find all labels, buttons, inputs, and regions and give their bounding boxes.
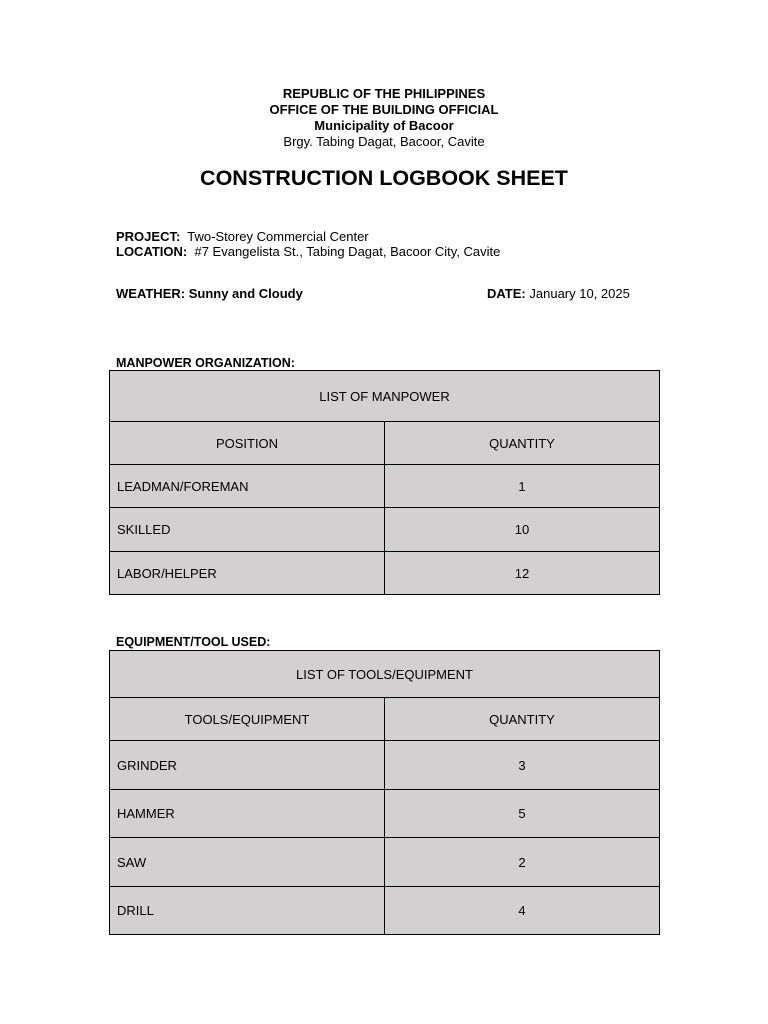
document-title: CONSTRUCTION LOGBOOK SHEET — [200, 166, 568, 190]
column-header-tools-equipment: TOOLS/EQUIPMENT — [110, 698, 385, 741]
header-office: OFFICE OF THE BUILDING OFFICIAL — [269, 102, 499, 117]
table-header-row — [110, 422, 660, 465]
header-republic: REPUBLIC OF THE PHILIPPINES — [282, 86, 486, 101]
header-municipality: Municipality of Bacoor — [314, 118, 454, 133]
date-line — [487, 286, 630, 301]
tool-cell: SAW — [110, 838, 385, 887]
column-header-quantity: QUANTITY — [385, 698, 660, 741]
manpower-section-label: MANPOWER ORGANIZATION: — [116, 356, 295, 370]
quantity-cell: 4 — [385, 887, 660, 935]
table-row — [110, 552, 660, 595]
table-row — [110, 465, 660, 508]
table-row — [110, 838, 660, 887]
table-title-row — [110, 651, 660, 698]
project-line — [116, 229, 369, 244]
quantity-cell: 1 — [385, 465, 660, 508]
weather-line — [116, 286, 303, 301]
equipment-section-label: EQUIPMENT/TOOL USED: — [116, 635, 271, 649]
quantity-cell: 3 — [385, 741, 660, 790]
tool-cell: HAMMER — [110, 790, 385, 838]
table-header-row — [110, 698, 660, 741]
date-label: DATE: — [487, 286, 526, 301]
project-label: PROJECT: — [116, 229, 181, 244]
quantity-cell: 2 — [385, 838, 660, 887]
manpower-table-title: LIST OF MANPOWER — [110, 371, 660, 422]
position-cell: LABOR/HELPER — [110, 552, 385, 595]
location-label: LOCATION: — [116, 244, 188, 259]
table-row — [110, 741, 660, 790]
tool-cell: DRILL — [110, 887, 385, 935]
header-address: Brgy. Tabing Dagat, Bacoor, Cavite — [283, 134, 485, 149]
weather-label: WEATHER: — [116, 286, 186, 301]
manpower-table — [109, 370, 660, 595]
table-row — [110, 790, 660, 838]
quantity-cell: 10 — [385, 508, 660, 552]
position-cell: SKILLED — [110, 508, 385, 552]
equipment-table-title: LIST OF TOOLS/EQUIPMENT — [110, 651, 660, 698]
column-header-quantity: QUANTITY — [385, 422, 660, 465]
document-header — [0, 86, 768, 150]
location-line — [116, 244, 500, 259]
quantity-cell: 5 — [385, 790, 660, 838]
tool-cell: GRINDER — [110, 741, 385, 790]
equipment-table — [109, 650, 660, 935]
position-cell: LEADMAN/FOREMAN — [110, 465, 385, 508]
location-value: #7 Evangelista St., Tabing Dagat, Bacoor City, Cavite — [194, 244, 501, 259]
table-row — [110, 508, 660, 552]
table-title-row — [110, 371, 660, 422]
weather-value: Sunny and Cloudy — [188, 286, 303, 301]
date-value: January 10, 2025 — [529, 286, 630, 301]
project-value: Two-Storey Commercial Center — [187, 229, 369, 244]
table-row — [110, 887, 660, 935]
column-header-position: POSITION — [110, 422, 385, 465]
quantity-cell: 12 — [385, 552, 660, 595]
